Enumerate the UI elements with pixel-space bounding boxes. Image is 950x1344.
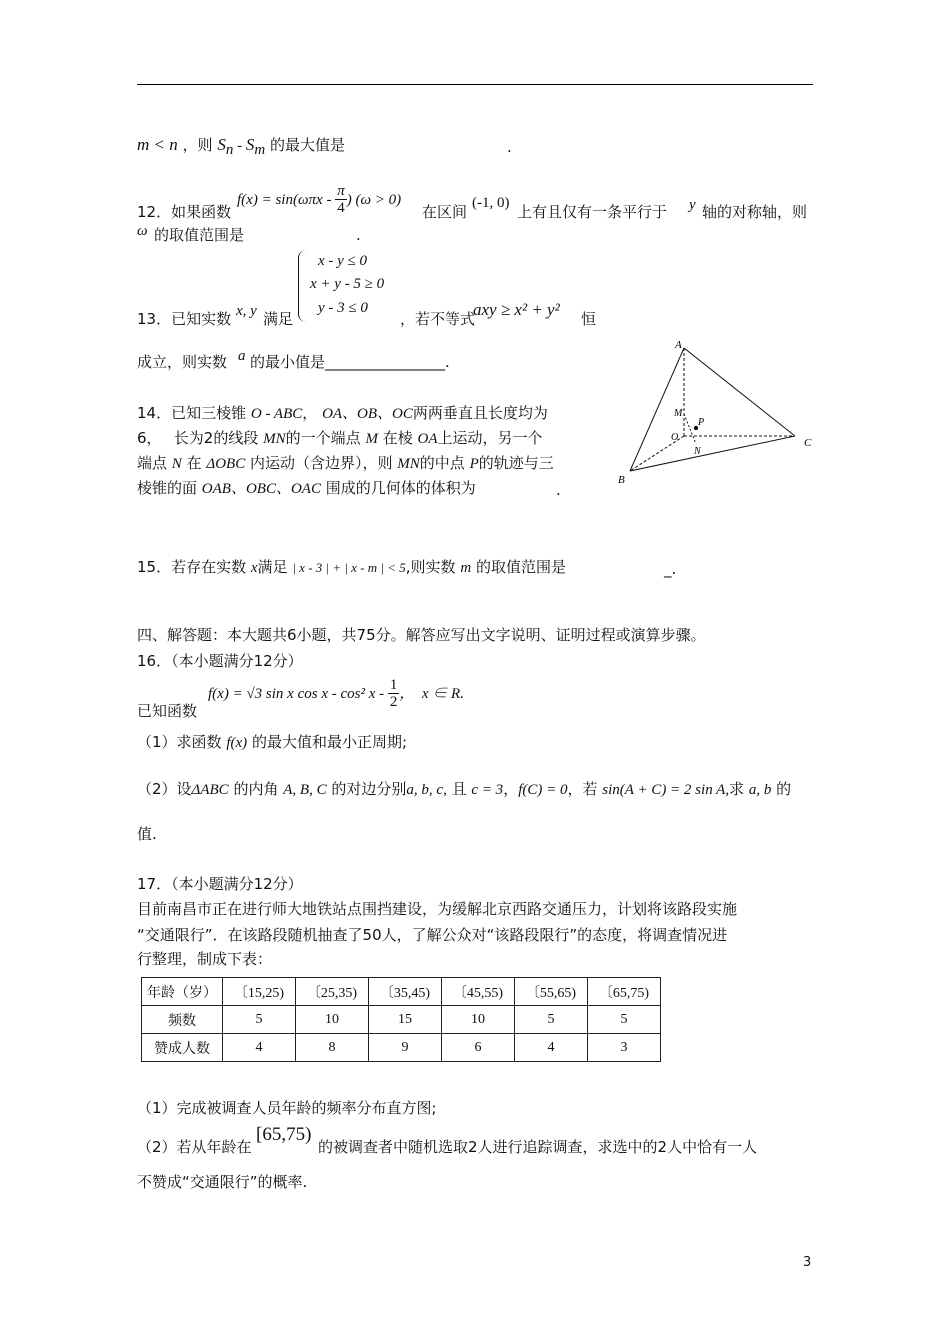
q12-y: y [689,197,696,213]
label-M: M [674,408,683,419]
q13-text1: 满足 [263,310,294,328]
q14-l2c: 在棱 [382,429,413,447]
q12-end: . [356,226,361,244]
q15-text2: ,则实数 [405,558,456,576]
q12-text1: 在区间 [422,203,468,221]
age-cell: 〔45,55) [442,978,515,1006]
label-C: C [804,437,812,449]
q15-x: x [250,560,258,576]
q16-p2m2: A, B, C [283,782,327,798]
q14-l2m: MN [263,431,286,447]
q14-l3c: 内运动（含边界），则 [249,454,393,472]
q14-l3e: 的轨迹与三 [478,454,554,472]
approve-cell: 8 [296,1034,369,1062]
q16-p2c: 的对边分别 [331,780,407,798]
q14-l2d: 上运动，另一个 [437,429,543,447]
q16-p2b: 的内角 [233,780,279,798]
row-label-age: 年龄（岁） [142,978,223,1006]
q16-part1 [137,732,407,753]
label-O: O [671,432,679,443]
q14-l3m4: P [469,456,479,472]
q16-function [208,677,464,710]
q16-p1b: 的最大值和最小正周期; [251,733,407,751]
age-cell: 〔65,75) [588,978,661,1006]
q14-l4a: 棱锥的面 [137,479,198,497]
q17-line1: 目前南昌市正在进行师大地铁站点围挡建设，为缓解北京西路交通压力，计划将该路段实施 [137,900,738,918]
q13-text3: 恒 [581,310,597,328]
q13-text2: ，若不等式 [400,310,476,328]
q16-func: f(x) = √3 sin x cos x - cos² x - [208,686,388,702]
q16-p2m6: sin(A + C) = 2 sin A, [602,782,730,798]
q12-func: f(x) = sin(ωπx - [237,192,336,208]
q12-label: 12．如果函数 [137,203,232,221]
q12-text3: 轴的对称轴，则 [702,203,808,221]
age-cell: 〔25,35) [296,978,369,1006]
q17-header: 17．（本小题满分12分） [137,875,303,893]
q13-ineq: axy ≥ x² + y² [473,300,560,319]
header-rule [137,84,813,85]
q11-comma: ，则 [182,136,213,154]
q14-end: . [556,481,561,499]
table-row-age [142,978,661,1006]
q14-l3b: 在 [186,454,202,472]
q17-p2c: 不赞成“交通限行”的概率. [137,1173,308,1191]
label-A: A [675,339,682,351]
row-label-approve: 赞成人数 [142,1034,223,1062]
q12-interval: (-1, 0) [472,195,510,211]
tetrahedron-figure [610,336,820,488]
q17-line3: 行整理，制成下表： [137,950,273,968]
q14-l2m2: M [365,431,378,447]
q13-ineq2: x + y - 5 ≥ 0 [310,276,385,292]
q12-cond: ) (ω > 0) [346,192,402,208]
q14-line2 [137,428,543,449]
q17-line2: “交通限行”．在该路段随机抽查了50人，了解公众对“该路段限行”的态度，将调查情况进 [137,926,728,944]
table-row-approve [142,1034,661,1062]
label-B: B [618,474,625,486]
q16-p1a: （1）求函数 [137,733,222,751]
q11-sub-m: m [254,142,266,158]
q16-p2g: 求 [729,780,745,798]
q16-tail: 值. [137,825,157,843]
q12-text2: 上有且仅有一条平行于 [517,203,668,221]
q17-p2a: （2）若从年龄在 [137,1138,252,1156]
age-survey-table [141,977,661,1062]
freq-cell: 5 [223,1006,296,1034]
edge-BC [630,436,795,471]
q14-l2a: 6， 长为2的线段 [137,429,259,447]
q11-sm: S [245,135,255,154]
q13-ineq3: y - 3 ≤ 0 [318,300,368,316]
q11-sn: S [217,135,226,154]
q14-l3d: 的中点 [419,454,465,472]
q12-pi: π [337,183,345,199]
q11-tail [137,135,345,160]
page-number: 3 [803,1255,812,1270]
q11-math-a: m < n [137,135,178,154]
q14-l3m2: ΔOBC [206,456,246,472]
label-N: N [694,446,701,457]
q16-p2e: ， [503,780,519,798]
q15-end: _. [664,560,677,578]
q16-two: 2 [389,694,398,710]
approve-cell: 9 [369,1034,442,1062]
age-cell: 〔55,65) [515,978,588,1006]
q12-text4: 的取值范围是 [154,226,245,244]
q16-part2 [137,779,791,800]
q16-header: 16．（本小题满分12分） [137,652,303,670]
q16-p2m7: a, b [748,782,772,798]
q11-minus: - [233,138,246,154]
q16-one: 1 [389,677,398,693]
q14-l1c: 两两垂直且长度均为 [412,404,548,422]
freq-cell: 10 [296,1006,369,1034]
label-P: P [698,417,705,428]
q14-l4b: 围成的几何体的体积为 [325,479,476,497]
approve-cell: 4 [223,1034,296,1062]
q14-l3m: N [171,456,182,472]
age-cell: 〔15,25) [223,978,296,1006]
q13-ineq1: x - y ≤ 0 [318,253,368,269]
q16-p2d: 且 [451,780,467,798]
q16-domain: ， x ∈ R. [399,686,464,702]
q15-text1: 满足 [257,558,288,576]
q16-p2m4: c = 3 [471,782,504,798]
q17-part1: （1）完成被调查人员年龄的频率分布直方图; [137,1099,437,1117]
q14-l2b: 的一个端点 [285,429,361,447]
q14-l1b: ， [302,404,318,422]
q16-p2h: 的 [776,780,792,798]
q13-xy: x, y [236,303,257,319]
freq-cell: 5 [588,1006,661,1034]
q16-p2m3: a, b, c, [406,782,447,798]
approve-cell: 6 [442,1034,515,1062]
q14-l1a: 14．已知三棱锥 [137,404,247,422]
freq-cell: 10 [442,1006,515,1034]
q14-l2m3: OA [417,431,438,447]
q12-function [237,183,401,216]
q16-p1m: f(x) [226,735,248,751]
q14-l1m2: OA、OB、OC [322,406,413,422]
q16-p2m1: ΔABC [191,782,229,798]
freq-cell: 5 [515,1006,588,1034]
q17-interval: [65,75) [256,1124,312,1145]
q13-line2b: 的最小值是________________. [250,353,450,371]
q15-expr: | x - 3 | + | x - m | < 5 [292,560,406,575]
approve-cell: 4 [515,1034,588,1062]
q14-l1m: O - ABC [250,406,303,422]
q17-p2b: 的被调查者中随机选取2人进行追踪调查，求选中的2人中恰有一人 [318,1138,758,1156]
q13-label: 13．已知实数 [137,310,232,328]
q16-p2m5: f(C) = 0 [518,782,568,798]
q16-p2a: （2）设 [137,780,192,798]
q11-sub-n: n [225,142,234,158]
q16-intro: 已知函数 [137,702,198,720]
q15-text3: 的取值范围是 [475,558,566,576]
q15-label: 15．若存在实数 [137,558,247,576]
q16-p2f: ，若 [567,780,598,798]
q11-text: 的最大值是 [269,136,345,154]
q13-line2a: 成立，则实数 [137,353,228,371]
approve-cell: 3 [588,1034,661,1062]
q14-l3a: 端点 [137,454,168,472]
age-cell: 〔35,45) [369,978,442,1006]
section-4-heading: 四、解答题：本大题共6小题，共75分。解答应写出文字说明、证明过程或演算步骤。 [137,626,706,644]
q14-l3m3: MN [397,456,420,472]
q14-l4m: OAB、OBC、OAC [201,481,321,497]
q14-line3 [137,453,554,474]
q11-end: . [507,138,512,156]
row-label-frequency: 频数 [142,1006,223,1034]
q15 [137,557,566,578]
q12-four: 4 [337,200,345,216]
freq-cell: 15 [369,1006,442,1034]
q14-line1 [137,403,548,424]
q12-omega: ω [137,223,148,239]
q13-a: a [238,348,246,364]
q15-m: m [460,560,472,576]
table-row-frequency [142,1006,661,1034]
q14-line4 [137,478,476,499]
